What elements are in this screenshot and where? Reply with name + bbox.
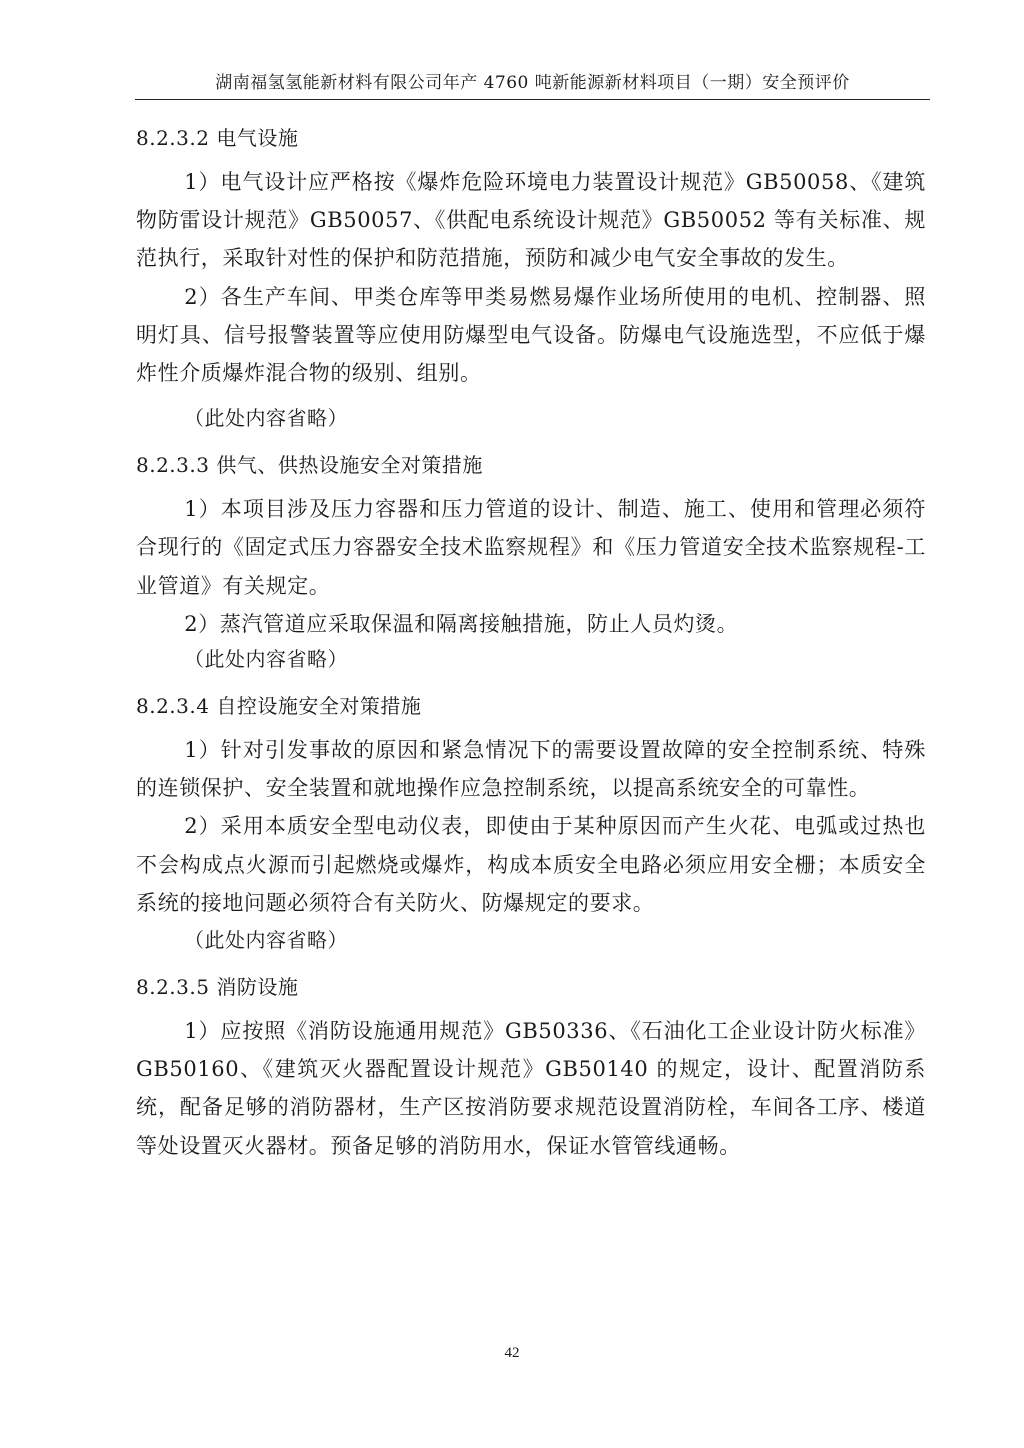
section-gas-heat-supply (136, 452, 926, 673)
page-header: 湖南福氢氢能新材料有限公司年产 4760 吨新能源新材料项目（一期）安全预评价 (215, 73, 850, 93)
omitted-note: （此处内容省略） (184, 928, 348, 953)
paragraph: 2）采用本质安全型电动仪表，即使由于某种原因而产生火花、电弧或过热也不会构成点火源而引起燃烧或爆炸，构成本质安全电路必须应用安全栅；本质安全系统的接地问题必须符合有关防火、防爆规定的要求。 (136, 814, 926, 915)
section-heading: 8.2.3.5 消防设施 (136, 975, 299, 1000)
section-fire-protection (136, 974, 926, 1165)
section-heading: 8.2.3.4 自控设施安全对策措施 (136, 694, 422, 719)
omitted-note: （此处内容省略） (184, 647, 348, 672)
omitted-note: （此处内容省略） (184, 406, 348, 431)
paragraph: 1）本项目涉及压力容器和压力管道的设计、制造、施工、使用和管理必须符合现行的《固定式压力容器安全技术监察规程》和《压力管道安全技术监察规程-工业管道》有关规定。 (136, 497, 926, 598)
paragraph: 2）蒸汽管道应采取保温和隔离接触措施，防止人员灼烫。 (184, 611, 739, 636)
page-number: 42 (504, 1345, 520, 1361)
paragraph: 1）电气设计应严格按《爆炸危险环境电力装置设计规范》GB50058、《建筑物防雷设计规范》GB50057、《供配电系统设计规范》GB50052 等有关标准、规范执行，采取针对性的保护和防范措施，预防和减少电气安全事故的发生。 (136, 170, 926, 271)
header-divider (135, 99, 930, 100)
document-body (136, 125, 926, 1165)
paragraph: 2）各生产车间、甲类仓库等甲类易燃易爆作业场所使用的电机、控制器、照明灯具、信号报警装置等应使用防爆型电气设备。防爆电气设施选型，不应低于爆炸性介质爆炸混合物的级别、组别。 (136, 284, 926, 386)
section-heading: 8.2.3.2 电气设施 (136, 126, 299, 150)
section-automation (136, 693, 926, 954)
section-heading: 8.2.3.3 供气、供热设施安全对策措施 (136, 453, 483, 478)
section-electrical (136, 125, 926, 432)
paragraph: 1）针对引发事故的原因和紧急情况下的需要设置故障的安全控制系统、特殊的连锁保护、安全装置和就地操作应急控制系统，以提高系统安全的可靠性。 (136, 738, 926, 801)
paragraph: 1）应按照《消防设施通用规范》GB50336、《石油化工企业设计防火标准》GB50160、《建筑灭火器配置设计规范》GB50140 的规定，设计、配置消防系统，配备足够的消防器材，生产区按消防要求规范设置消防栓，车间各工序、楼道等处设置灭火器材。预备足够的消防用水，保证水管管线通畅。 (136, 1019, 926, 1158)
